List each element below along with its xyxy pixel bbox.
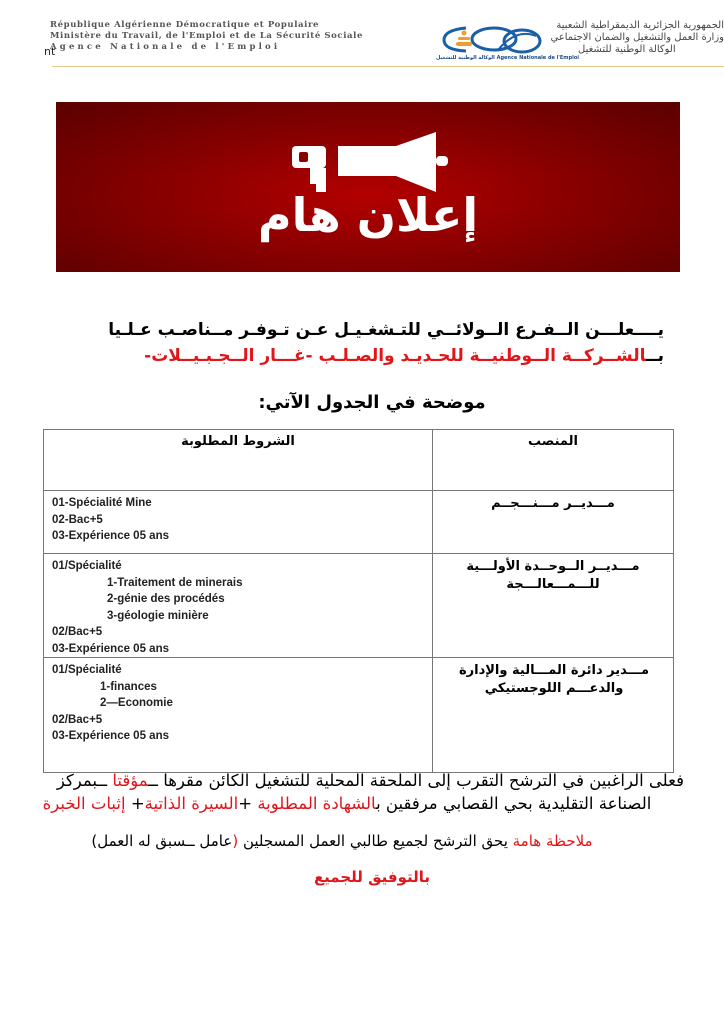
header-position: المنصب	[433, 430, 674, 491]
megaphone-icon	[286, 132, 456, 192]
table-row	[44, 658, 674, 773]
condition-item: 03-Expérience 05 ans	[52, 642, 169, 655]
positions-table	[43, 429, 674, 773]
condition-item: 03-Expérience 05 ans	[52, 730, 169, 742]
documents-text: الصناعة التقليدية بحي القصابي مرفقين ب	[376, 794, 652, 813]
condition-item: 02-Bac+5	[52, 513, 103, 526]
row-1-conditions	[44, 491, 433, 554]
condition-item: 01/Spécialité	[52, 560, 122, 572]
header-french	[50, 20, 363, 53]
header-divider	[52, 66, 724, 67]
condition-item: 01-Spécialité Mine	[52, 497, 152, 509]
row-3-position: مـــدير دائرة المـــالية والإدارة والدعـــم اللوجستيكي	[433, 658, 674, 773]
instructions-text: ــبمركز	[56, 771, 113, 790]
note-paren: (	[232, 832, 239, 850]
header-ar-line-1: الجمهورية الجزائرية الديمقراطية الشعبية	[556, 20, 724, 31]
row-3-conditions	[44, 658, 433, 773]
temporary-label: مؤقتا	[112, 771, 149, 790]
specialty-item: 1-finances	[100, 680, 157, 693]
specialty-item: 2—Economie	[100, 697, 173, 709]
header-conditions: الشروط المطلوبة	[44, 430, 433, 491]
experience-proof-required: إثبات الخبرة	[42, 794, 126, 813]
intro-line-2	[30, 346, 664, 366]
row-1-position: مـــديــر مـــنـــجــم	[433, 491, 674, 554]
specialty-item: 2-génie des procédés	[107, 593, 225, 605]
condition-item: 02/Bac+5	[52, 626, 103, 638]
header-fr-line-2: Ministère du Travail, de l'Emploi et de La Sécurité Sociale	[50, 31, 363, 41]
table-row	[44, 554, 674, 658]
instructions-text: فعلى الراغبين في الترشح التقرب إلى الملحقة المحلية للتشغيل الكائن مقرها ــ	[148, 771, 684, 790]
intro-line-1: يــــعلـــن الــفـرع الــولائــي للتـشغـيـل عـن تـوفـر مــناصـب عـلـيا	[108, 320, 664, 340]
specialty-item: 1-Traitement de minerais	[107, 576, 243, 589]
banner-title: إعلان هام	[257, 188, 479, 242]
specialty-item: 3-géologie minière	[107, 609, 209, 622]
table-header-row	[44, 430, 674, 491]
application-instructions	[40, 768, 684, 794]
intro-line-2-prefix: بــ	[645, 346, 664, 366]
diploma-required: الشهادة المطلوبة	[257, 794, 377, 813]
stray-text: nt	[44, 45, 56, 58]
header-ar-line-3: الوكالة الوطنية للتشغيل	[578, 44, 676, 55]
note-label: ملاحظة هامة	[512, 832, 593, 850]
logo-caption: الوكالة الوطنية للتشغيل Agence Nationale de l'Emploi	[436, 55, 579, 61]
cv-required: السيرة الذاتية	[144, 794, 239, 813]
company-name: الشــركــة الــوطنيــة للحـديـد والصـلـب -غـــار الــجـبـيــلات-	[144, 346, 646, 366]
announcement-banner	[56, 102, 680, 272]
condition-item: 03-Expérience 05 ans	[52, 530, 169, 542]
condition-item: 02/Bac+5	[52, 713, 103, 726]
header-arabic	[550, 20, 724, 56]
header-fr-line-3: Agence Nationale de l'Emploi	[50, 42, 281, 52]
documents-text: +	[125, 794, 145, 813]
closing-wish: بالتوفيق للجميع	[313, 868, 431, 886]
note-paren-text: عامل ــسبق له العمل)	[91, 832, 233, 850]
header-ar-line-2: وزارة العمل والتشغيل والضمان الاجتماعي	[550, 32, 724, 43]
documents-text: +	[238, 794, 258, 813]
required-documents	[40, 794, 654, 813]
header-fr-line-1: République Algérienne Démocratique et Populaire	[50, 20, 320, 30]
intro-line-3: موضحة في الجدول الآتي:	[258, 392, 486, 413]
condition-item: 01/Spécialité	[52, 664, 122, 676]
note-text: يحق الترشح لجميع طالبي العمل المسجلين	[238, 832, 513, 850]
important-note	[0, 832, 724, 850]
row-2-conditions	[44, 554, 433, 658]
table-row	[44, 491, 674, 554]
row-2-position: مـــديــر الــوحــدة الأولـــية للـــمـــعالـــجة	[433, 554, 674, 658]
